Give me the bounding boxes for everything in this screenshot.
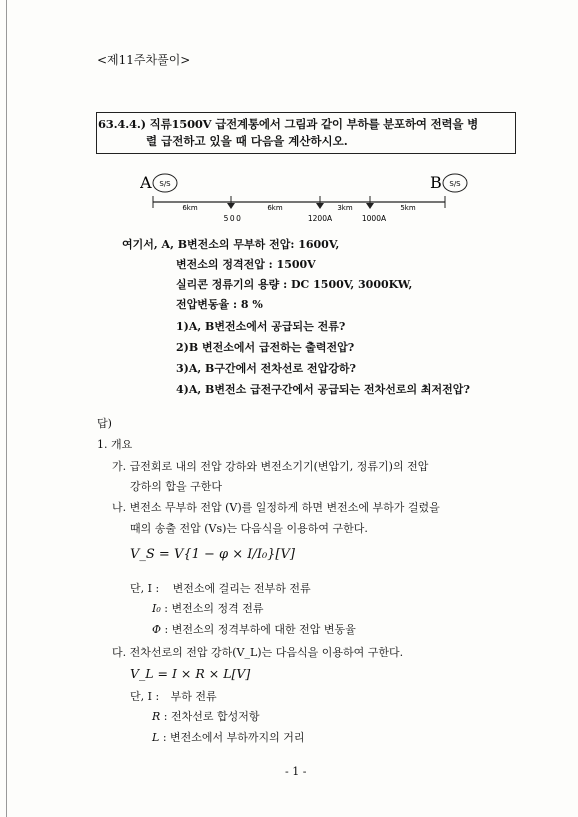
feeder-diagram bbox=[140, 170, 480, 230]
load-label-2: 1200A bbox=[307, 214, 333, 223]
definition-6-text: : 변전소에서 부하까지의 거리 bbox=[162, 731, 305, 744]
definition-5 bbox=[152, 708, 260, 724]
definition-2-symbol: I₀ bbox=[152, 602, 161, 615]
station-b-label: S/S bbox=[449, 180, 461, 188]
given-item-1: 변전소의 정격전압 : 1500V bbox=[176, 258, 316, 271]
definition-5-symbol: R bbox=[152, 710, 161, 723]
question-2: 2)B 변전소에서 급전하는 출력전압? bbox=[176, 341, 355, 354]
scan-margin-line bbox=[6, 0, 7, 817]
page-number: - 1 - bbox=[285, 765, 307, 778]
definition-1-text: 변전소에 걸리는 전부하 전류 bbox=[172, 582, 311, 595]
ga-line-1: 가. 급전회로 내의 전압 강하와 변전소기기(변압기, 정류기)의 전압 bbox=[112, 460, 429, 473]
na-line-1: 나. 변전소 무부하 전압 (V)를 일정하게 하면 변전소에 부하가 걸렸을 bbox=[112, 501, 440, 514]
da-line: 다. 전차선로의 전압 강하(V_L)는 다음식을 이용하여 구한다. bbox=[112, 646, 404, 659]
definition-1 bbox=[130, 580, 311, 596]
station-b-letter: B bbox=[430, 173, 442, 192]
load-label-1: 500 bbox=[223, 214, 243, 223]
question-3: 3)A, B구간에서 전차선로 전압강하? bbox=[176, 362, 356, 375]
answer-label: 답) bbox=[97, 417, 112, 430]
ga-line-2: 강하의 합을 구한다 bbox=[130, 480, 223, 493]
formula-voltage-drop: V_L = I × R × L[V] bbox=[130, 666, 251, 681]
question-1: 1)A, B변전소에서 공급되는 전류? bbox=[176, 320, 346, 333]
definition-3-text: : 변전소의 정격부하에 대한 전압 변동율 bbox=[164, 623, 356, 636]
station-a-letter: A bbox=[140, 173, 152, 192]
definition-4-prefix: 단, I : bbox=[130, 690, 160, 703]
definition-6-symbol: L bbox=[152, 731, 160, 744]
given-intro: 여기서, A, B변전소의 무부하 전압: 1600V, bbox=[122, 238, 340, 251]
segment-label-1: 6km bbox=[182, 204, 198, 212]
definition-2 bbox=[152, 600, 263, 616]
section-overview: 1. 개요 bbox=[97, 438, 133, 451]
na-line-2: 때의 송출 전압 (Vs)는 다음식을 이용하여 구한다. bbox=[130, 522, 368, 535]
formula-sending-voltage: V_S = V{1 − φ × I/I₀}[V] bbox=[130, 547, 295, 562]
station-a-label: S/S bbox=[159, 180, 171, 188]
given-item-3: 전압변동율 : 8 % bbox=[176, 298, 263, 311]
definition-6 bbox=[152, 729, 305, 745]
definition-5-text: : 전차선로 합성저항 bbox=[163, 710, 260, 723]
definition-4 bbox=[130, 688, 217, 704]
definition-3-symbol: Φ bbox=[152, 623, 162, 636]
page-heading: <제11주차풀이> bbox=[97, 53, 191, 67]
problem-text-line1: 63.4.4.) 직류1500V 급전계통에서 그림과 같이 부하를 분포하여 전력을 병 bbox=[98, 117, 479, 131]
given-item-2: 실리콘 정류기의 용량 : DC 1500V, 3000KW, bbox=[176, 278, 413, 291]
segment-label-4: 5km bbox=[400, 204, 416, 212]
definition-1-prefix: 단, I : bbox=[130, 582, 160, 595]
question-4: 4)A, B변전소 급전구간에서 공급되는 전차선로의 최저전압? bbox=[176, 383, 470, 396]
segment-label-2: 6km bbox=[267, 204, 283, 212]
definition-4-text: 부하 전류 bbox=[170, 690, 217, 703]
load-label-3: 1000A bbox=[361, 214, 387, 223]
definition-3 bbox=[152, 621, 356, 637]
problem-text-line2: 렬 급전하고 있을 때 다음을 계산하시오. bbox=[146, 134, 348, 148]
segment-label-3: 3km bbox=[337, 204, 353, 212]
definition-2-text: : 변전소의 정격 전류 bbox=[164, 602, 264, 615]
